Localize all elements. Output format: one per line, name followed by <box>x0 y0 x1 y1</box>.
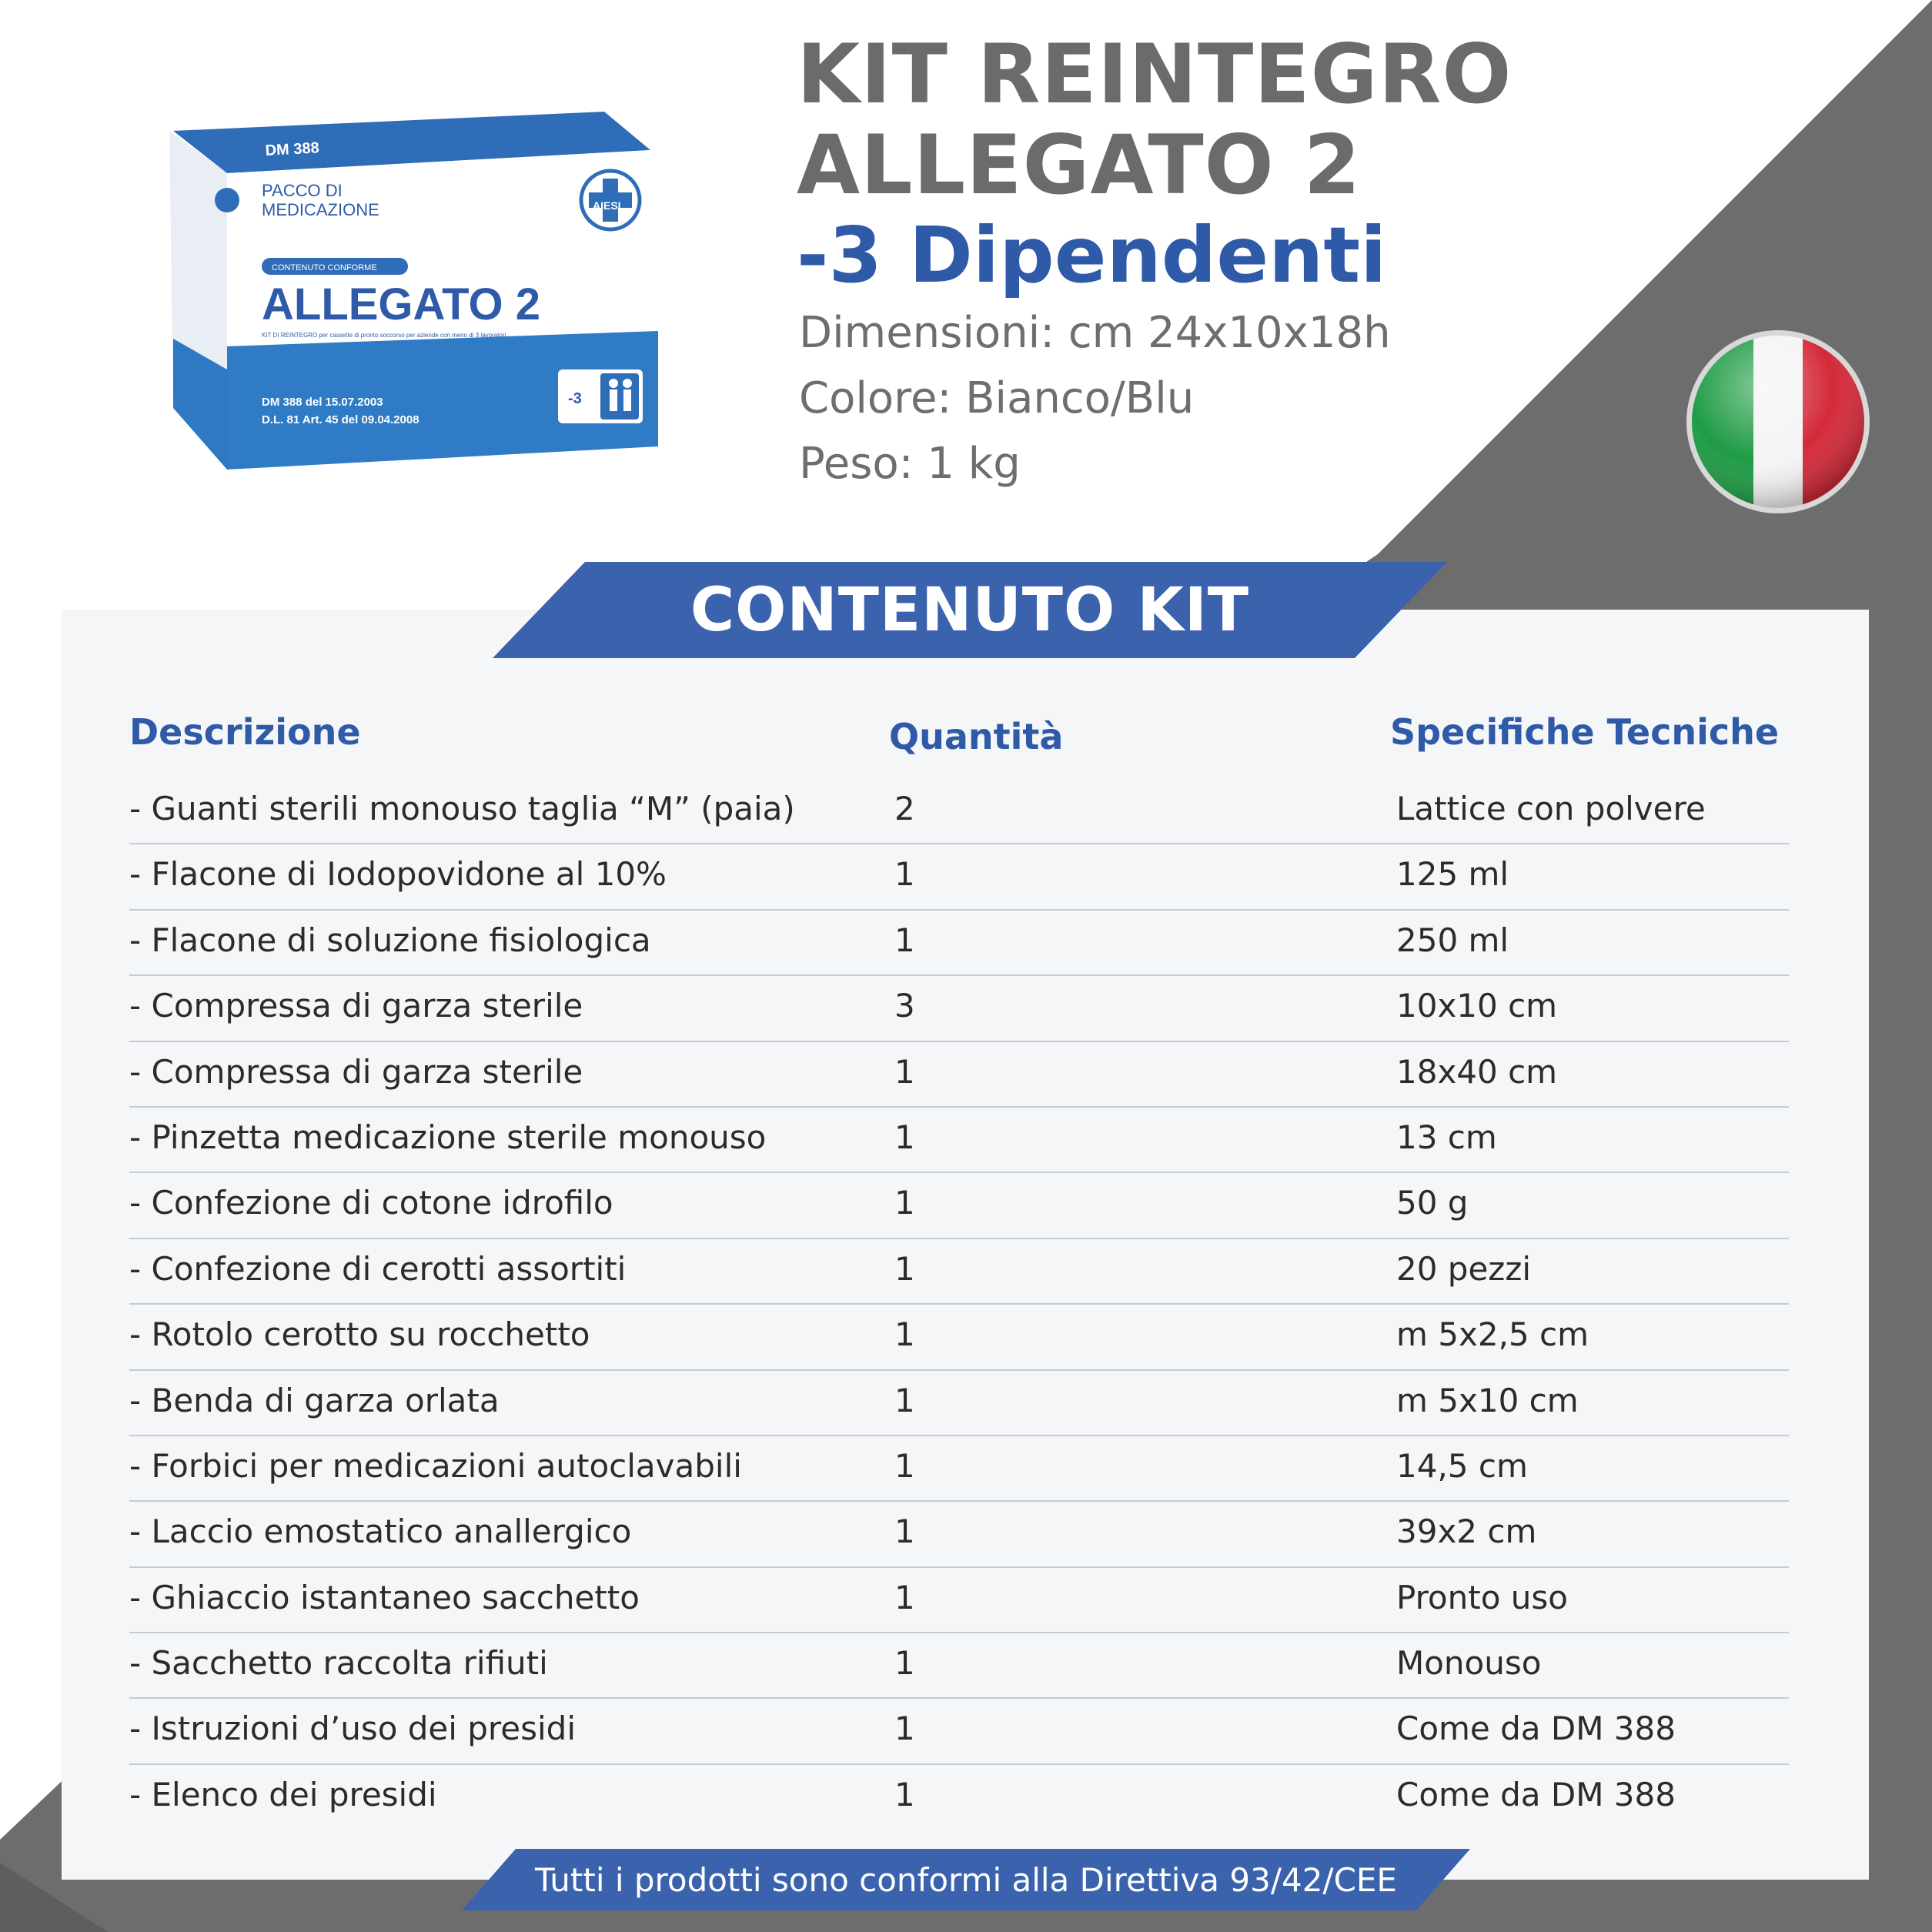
table-row <box>129 779 1789 844</box>
table-row <box>129 1568 1789 1633</box>
box-subtitle: KIT DI REINTEGRO per cassette di pronto soccorso per aziende con meno di 3 lavoratori <box>262 332 506 339</box>
spec-weight: Peso: 1 kg <box>799 439 1021 489</box>
table-row <box>129 976 1789 1041</box>
row-description: - Ghiaccio istantaneo sacchetto <box>129 1578 640 1616</box>
row-quantity: 1 <box>894 1184 915 1222</box>
row-spec: m 5x2,5 cm <box>1396 1315 1589 1354</box>
spec-color: Colore: Bianco/Blu <box>799 373 1195 423</box>
table-row <box>129 1436 1789 1502</box>
row-description: - Istruzioni d’uso dei presidi <box>129 1710 576 1748</box>
row-description: - Laccio emostatico anallergico <box>129 1513 632 1551</box>
row-quantity: 1 <box>894 1381 915 1419</box>
table-row <box>129 1371 1789 1436</box>
table-row <box>129 1173 1789 1238</box>
title-line-2: ALLEGATO 2 <box>797 118 1362 212</box>
row-spec: 125 ml <box>1396 855 1509 894</box>
row-quantity: 1 <box>894 1644 915 1683</box>
italy-flag-icon <box>1686 329 1870 514</box>
row-spec: 50 g <box>1396 1184 1469 1222</box>
table-row <box>129 1239 1789 1305</box>
row-quantity: 1 <box>894 1118 915 1156</box>
box-norm-2: D.L. 81 Art. 45 del 09.04.2008 <box>262 413 419 426</box>
column-header-quantity: Quantità <box>889 716 1064 757</box>
box-badge: CONTENUTO CONFORME <box>272 263 377 272</box>
row-spec: 10x10 cm <box>1396 987 1558 1025</box>
row-spec: 39x2 cm <box>1396 1513 1537 1551</box>
row-quantity: 1 <box>894 1513 915 1551</box>
table-row <box>129 1305 1789 1370</box>
row-quantity: 1 <box>894 1315 915 1354</box>
table-row <box>129 844 1789 910</box>
row-quantity: 1 <box>894 1578 915 1616</box>
row-quantity: 2 <box>894 790 915 827</box>
row-spec: 20 pezzi <box>1396 1249 1532 1288</box>
footer-note: Tutti i prodotti sono conformi alla Direttiva 93/42/CEE <box>535 1860 1397 1899</box>
kit-table <box>129 779 1789 1830</box>
row-description: - Elenco dei presidi <box>129 1775 437 1813</box>
row-spec: 18x40 cm <box>1396 1052 1558 1091</box>
row-description: - Pinzetta medicazione sterile monouso <box>129 1118 767 1156</box>
column-header-description: Descrizione <box>129 711 361 753</box>
table-row <box>129 1633 1789 1699</box>
row-spec: Pronto uso <box>1396 1578 1568 1616</box>
row-description: - Compressa di garza sterile <box>129 987 583 1025</box>
row-spec: Lattice con polvere <box>1396 790 1706 827</box>
row-quantity: 3 <box>894 987 915 1025</box>
row-spec: Come da DM 388 <box>1396 1710 1676 1748</box>
box-label-medicazione: MEDICAZIONE <box>262 200 379 219</box>
row-description: - Flacone di Iodopovidone al 10% <box>129 855 667 894</box>
row-quantity: 1 <box>894 1249 915 1288</box>
title-line-3: -3 Dipendenti <box>797 210 1387 300</box>
row-description: - Compressa di garza sterile <box>129 1052 583 1091</box>
box-top-label: DM 388 <box>265 139 320 159</box>
box-name: ALLEGATO 2 <box>262 279 540 329</box>
row-description: - Forbici per medicazioni autoclavabili <box>129 1446 742 1485</box>
row-description: - Confezione di cerotti assortiti <box>129 1249 627 1288</box>
row-description: - Benda di garza orlata <box>129 1381 500 1419</box>
table-row <box>129 911 1789 976</box>
table-row <box>129 1042 1789 1108</box>
row-spec: Monouso <box>1396 1644 1542 1683</box>
table-row <box>129 1699 1789 1764</box>
column-header-specs: Specifiche Tecniche <box>1390 711 1780 753</box>
row-quantity: 1 <box>894 1775 915 1813</box>
product-box-image <box>158 108 666 477</box>
row-description: - Guanti sterili monouso taglia “M” (paia) <box>129 790 795 827</box>
row-spec: 14,5 cm <box>1396 1446 1528 1485</box>
section-title: CONTENUTO KIT <box>690 575 1250 645</box>
box-label-pacco: PACCO DI <box>262 181 343 200</box>
row-quantity: 1 <box>894 1446 915 1485</box>
table-row <box>129 1765 1789 1830</box>
box-brand: AIESI <box>593 199 621 212</box>
row-description: - Flacone di soluzione fisiologica <box>129 921 651 959</box>
table-row <box>129 1502 1789 1567</box>
row-spec: m 5x10 cm <box>1396 1381 1579 1419</box>
row-description: - Confezione di cotone idrofilo <box>129 1184 613 1222</box>
row-quantity: 1 <box>894 921 915 959</box>
box-norm-1: DM 388 del 15.07.2003 <box>262 396 383 409</box>
spec-dimensions: Dimensioni: cm 24x10x18h <box>799 308 1391 358</box>
table-row <box>129 1108 1789 1173</box>
row-quantity: 1 <box>894 855 915 894</box>
row-spec: Come da DM 388 <box>1396 1775 1676 1813</box>
box-workers: -3 <box>568 390 582 407</box>
row-quantity: 1 <box>894 1052 915 1091</box>
row-description: - Rotolo cerotto su rocchetto <box>129 1315 590 1354</box>
title-line-1: KIT REINTEGRO <box>797 27 1513 122</box>
row-quantity: 1 <box>894 1710 915 1748</box>
row-spec: 250 ml <box>1396 921 1509 959</box>
row-spec: 13 cm <box>1396 1118 1497 1156</box>
row-description: - Sacchetto raccolta rifiuti <box>129 1644 548 1683</box>
